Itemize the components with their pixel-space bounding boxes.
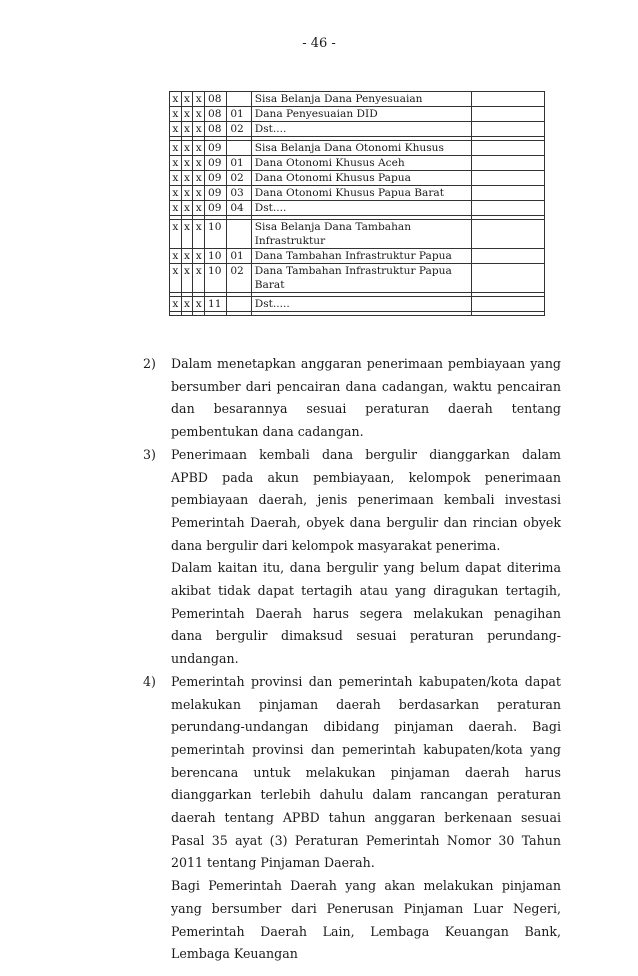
table-cell — [193, 312, 205, 316]
code-digit-cell: x — [170, 264, 182, 293]
table-cell — [205, 312, 227, 316]
list-item-body — [171, 444, 561, 671]
object-code-cell — [227, 220, 251, 249]
table-cell — [170, 312, 182, 316]
table-row — [170, 201, 545, 216]
code-digit-cell: x — [193, 186, 205, 201]
amount-cell — [471, 297, 544, 312]
group-code-cell: 10 — [205, 220, 227, 249]
list-item — [143, 444, 561, 671]
description-cell: Dst.... — [251, 201, 471, 216]
code-digit-cell: x — [170, 201, 182, 216]
paragraph: Dalam kaitan itu, dana bergulir yang belum dapat diterima akibat tidak dapat tertagih atau yang diragukan tertagih, Pemerintah Daerah harus segera melakukan penagihan dana bergulir dimaksud sesuai peraturan perundang-undangan. — [171, 560, 561, 667]
object-code-cell: 01 — [227, 156, 251, 171]
code-digit-cell: x — [170, 220, 182, 249]
object-code-cell: 02 — [227, 171, 251, 186]
code-digit-cell: x — [181, 249, 193, 264]
list-item-body — [171, 353, 561, 444]
description-cell: Dana Otonomi Khusus Aceh — [251, 156, 471, 171]
code-digit-cell: x — [181, 297, 193, 312]
table-row — [170, 297, 545, 312]
code-digit-cell: x — [181, 156, 193, 171]
object-code-cell: 01 — [227, 107, 251, 122]
paragraph: Penerimaan kembali dana bergulir dianggarkan dalam APBD pada akun pembiayaan, kelompok penerimaan pembiayaan daerah, jenis penerimaan kembali investasi Pemerintah Daerah, obyek dana bergulir dan rincian obyek dana bergulir dari kelompok masyarakat penerima. — [171, 446, 561, 553]
amount-cell — [471, 186, 544, 201]
description-cell: Dana Otonomi Khusus Papua Barat — [251, 186, 471, 201]
code-digit-cell: x — [193, 264, 205, 293]
amount-cell — [471, 141, 544, 156]
group-code-cell: 08 — [205, 92, 227, 107]
object-code-cell — [227, 297, 251, 312]
amount-cell — [471, 264, 544, 293]
table-row — [170, 141, 545, 156]
code-digit-cell: x — [193, 92, 205, 107]
group-code-cell: 10 — [205, 249, 227, 264]
description-cell: Dst.... — [251, 122, 471, 137]
amount-cell — [471, 171, 544, 186]
object-code-cell — [227, 92, 251, 107]
table-row — [170, 122, 545, 137]
amount-cell — [471, 201, 544, 216]
object-code-cell: 03 — [227, 186, 251, 201]
description-cell: Sisa Belanja Dana Tambahan Infrastruktur — [251, 220, 471, 249]
account-code-table-body — [170, 92, 545, 316]
object-code-cell: 01 — [227, 249, 251, 264]
code-digit-cell: x — [181, 171, 193, 186]
list-item-number: 2) — [143, 356, 156, 371]
table-row — [170, 220, 545, 249]
code-digit-cell: x — [181, 186, 193, 201]
code-digit-cell: x — [193, 107, 205, 122]
code-digit-cell: x — [170, 171, 182, 186]
list-item-body — [171, 671, 561, 966]
code-digit-cell: x — [170, 156, 182, 171]
code-digit-cell: x — [170, 249, 182, 264]
account-code-table — [169, 91, 545, 316]
code-digit-cell: x — [181, 264, 193, 293]
code-digit-cell: x — [193, 122, 205, 137]
description-cell: Sisa Belanja Dana Otonomi Khusus — [251, 141, 471, 156]
code-digit-cell: x — [193, 141, 205, 156]
code-digit-cell: x — [181, 92, 193, 107]
code-digit-cell: x — [170, 122, 182, 137]
page-number: - 46 - — [302, 36, 336, 51]
table-cell — [227, 312, 251, 316]
code-digit-cell: x — [193, 156, 205, 171]
paragraph: Pemerintah provinsi dan pemerintah kabupaten/kota dapat melakukan pinjaman daerah berdasarkan peraturan perundang-undangan dibidang pinjaman daerah. Bagi pemerintah provinsi dan pemerintah kabupaten/kota yang berencana untuk melakukan pinjaman daerah harus dianggarkan terlebih dahulu dalam rancangan peraturan daerah tentang APBD tahun anggaran berkenaan sesuai Pasal 35 ayat (3) Peraturan Pemerintah Nomor 30 Tahun 2011 tentang Pinjaman Daerah. — [171, 673, 561, 871]
code-digit-cell: x — [181, 220, 193, 249]
table-cell — [251, 312, 471, 316]
code-digit-cell: x — [181, 141, 193, 156]
document-body — [143, 353, 561, 966]
group-code-cell: 08 — [205, 107, 227, 122]
table-row — [170, 264, 545, 293]
code-digit-cell: x — [193, 249, 205, 264]
group-code-cell: 09 — [205, 141, 227, 156]
paragraph: Bagi Pemerintah Daerah yang akan melakukan pinjaman yang bersumber dari Penerusan Pinjaman Luar Negeri, Pemerintah Daerah Lain, Lembaga Keuangan Bank, Lembaga Keuangan — [171, 878, 561, 962]
group-code-cell: 11 — [205, 297, 227, 312]
code-digit-cell: x — [193, 220, 205, 249]
table-row — [170, 92, 545, 107]
table-cell — [181, 312, 193, 316]
amount-cell — [471, 122, 544, 137]
list-item-number: 3) — [143, 446, 156, 462]
code-digit-cell: x — [170, 186, 182, 201]
group-code-cell: 09 — [205, 156, 227, 171]
code-digit-cell: x — [181, 201, 193, 216]
group-code-cell: 08 — [205, 122, 227, 137]
description-cell: Sisa Belanja Dana Penyesuaian — [251, 92, 471, 107]
group-code-cell: 09 — [205, 171, 227, 186]
description-cell: Dana Penyesuaian DID — [251, 107, 471, 122]
code-digit-cell: x — [193, 297, 205, 312]
table-row — [170, 249, 545, 264]
code-digit-cell: x — [193, 171, 205, 186]
table-row — [170, 156, 545, 171]
amount-cell — [471, 249, 544, 264]
code-digit-cell: x — [181, 107, 193, 122]
code-digit-cell: x — [193, 201, 205, 216]
description-cell: Dana Tambahan Infrastruktur Papua Barat — [251, 264, 471, 293]
description-cell: Dana Otonomi Khusus Papua — [251, 171, 471, 186]
amount-cell — [471, 220, 544, 249]
list-item — [143, 353, 561, 444]
object-code-cell: 04 — [227, 201, 251, 216]
table-spacer-row — [170, 312, 545, 316]
table-row — [170, 171, 545, 186]
code-digit-cell: x — [170, 92, 182, 107]
code-digit-cell: x — [170, 107, 182, 122]
group-code-cell: 09 — [205, 201, 227, 216]
code-digit-cell: x — [170, 141, 182, 156]
object-code-cell: 02 — [227, 264, 251, 293]
list-item-number: 4) — [143, 673, 156, 689]
amount-cell — [471, 107, 544, 122]
object-code-cell: 02 — [227, 122, 251, 137]
description-cell: Dana Tambahan Infrastruktur Papua — [251, 249, 471, 264]
table-row — [170, 186, 545, 201]
description-cell: Dst..... — [251, 297, 471, 312]
code-digit-cell: x — [170, 297, 182, 312]
paragraph: Dalam menetapkan anggaran penerimaan pembiayaan yang bersumber dari pencairan dana cadangan, waktu pencairan dan besarannya sesuai peraturan daerah tentang pembentukan dana cadangan. — [171, 356, 561, 440]
object-code-cell — [227, 141, 251, 156]
amount-cell — [471, 156, 544, 171]
group-code-cell: 10 — [205, 264, 227, 293]
list-item — [143, 671, 561, 966]
amount-cell — [471, 92, 544, 107]
table-row — [170, 107, 545, 122]
table-cell — [471, 312, 544, 316]
code-digit-cell: x — [181, 122, 193, 137]
group-code-cell: 09 — [205, 186, 227, 201]
